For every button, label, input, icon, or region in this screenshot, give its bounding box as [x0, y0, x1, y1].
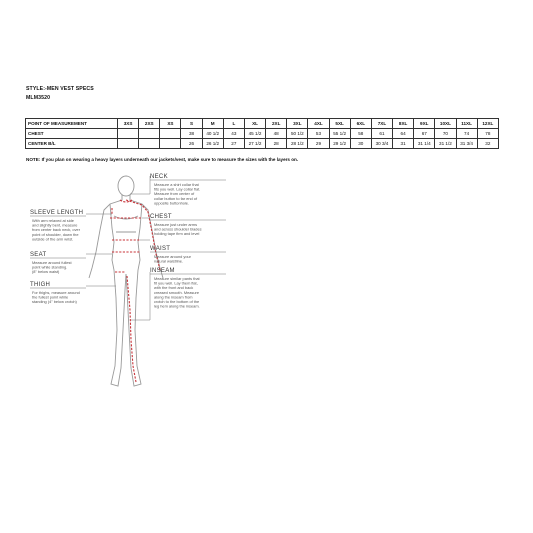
column-header-size: 9XL — [414, 119, 435, 129]
table-cell: 29 — [308, 139, 329, 149]
column-header-size: L — [223, 119, 244, 129]
sleeve-description-line: With arm relaxed at side — [32, 218, 74, 223]
waist-heading: WAIST — [150, 246, 171, 252]
table-cell: 26 1/2 — [202, 139, 223, 149]
leader-lines — [86, 176, 150, 320]
body-measurement-diagram — [26, 170, 296, 402]
neck-description-line: fits you well. Lay collar flat. — [154, 186, 201, 192]
seat-description-line: Measure around fullest — [32, 260, 72, 265]
table-row — [26, 139, 499, 149]
column-header-size: 7XL — [371, 119, 392, 129]
style-title: STYLE:-MEN VEST SPECS — [26, 86, 94, 92]
chest-description-line: Measure just under arms — [154, 222, 198, 227]
column-header-size: 6XL — [350, 119, 371, 129]
neck-description-line: opposite buttonhole. — [154, 200, 190, 206]
table-cell: 31 1/2 — [435, 139, 456, 149]
table-cell: 45 1/2 — [244, 129, 265, 139]
table-cell: 32 — [477, 139, 498, 149]
table-header-row — [26, 119, 499, 129]
table-cell: 50 1/2 — [287, 129, 308, 139]
table-cell: 40 1/2 — [202, 129, 223, 139]
seat-description-line: point while standing. — [32, 264, 68, 270]
neck-description — [154, 182, 200, 205]
table-cell: 78 — [477, 129, 498, 139]
table-cell: 67 — [414, 129, 435, 139]
column-header-size: 3XS — [118, 119, 139, 129]
table-cell — [160, 129, 181, 139]
sleeve-length-heading: SLEEVE LENGTH — [30, 210, 84, 216]
column-header-size: XL — [244, 119, 265, 129]
chest-heading: CHEST — [150, 214, 172, 220]
column-header-size: M — [202, 119, 223, 129]
neck-description-line: Measure a shirt collar that — [154, 182, 199, 187]
chest-description-line: and across shoulder blades — [154, 226, 202, 232]
column-header-size: 2XS — [139, 119, 160, 129]
table-cell — [139, 129, 160, 139]
column-header-size: 10XL — [435, 119, 456, 129]
inseam-heading: INSEAM — [150, 268, 175, 274]
inseam-description-line: leg hem along the inseam. — [154, 303, 200, 309]
table-cell — [160, 139, 181, 149]
table-cell: 29 1/2 — [329, 139, 350, 149]
inseam-description-line: creased smooth. Measure — [154, 289, 199, 295]
column-header-size: 4XL — [308, 119, 329, 129]
body-figure — [89, 176, 163, 386]
table-cell: 30 3/4 — [371, 139, 392, 149]
waist-description-line: natural waistline. — [154, 258, 183, 264]
table-cell: 74 — [456, 129, 477, 139]
measurement-guides — [110, 200, 160, 382]
table-cell — [118, 129, 139, 139]
table-cell: 70 — [435, 129, 456, 139]
inseam-description-line: with the front and back — [154, 285, 194, 291]
waist-description-line: Measure around your — [154, 254, 191, 259]
sleeve-length-description — [32, 218, 81, 241]
column-header-size: XS — [160, 119, 181, 129]
thigh-description-line: For thighs, measure around — [32, 290, 80, 295]
table-cell: 30 — [350, 139, 371, 149]
table-cell — [139, 139, 160, 149]
sleeve-description-line: point of shoulder, down the — [32, 231, 79, 237]
inseam-description-line: Measure similar pants that — [154, 276, 200, 281]
chest-description — [154, 222, 202, 236]
inseam-description-line: fit you well. Lay them flat, — [154, 280, 198, 286]
table-cell: 28 — [266, 139, 287, 149]
thigh-heading: THIGH — [30, 282, 51, 288]
column-header-size: 11XL — [456, 119, 477, 129]
table-cell: 61 — [371, 129, 392, 139]
inseam-description — [154, 276, 201, 309]
layering-note: NOTE: If you plan on wearing a heavy layers underneath our jackets/vest, make sure to measure the sizes with the layers on. — [26, 157, 299, 162]
table-cell: 31 1/4 — [414, 139, 435, 149]
inseam-description-line: crotch to the bottom of the — [154, 299, 200, 304]
table-cell: 28 1/2 — [287, 139, 308, 149]
thigh-description-line: the fullest point while — [32, 294, 69, 300]
table-cell — [118, 139, 139, 149]
thigh-description — [32, 290, 80, 304]
table-cell: 31 3/4 — [456, 139, 477, 149]
column-header-size: S — [181, 119, 202, 129]
neck-description-line: collar button to far end of — [154, 195, 198, 201]
table-cell: 53 — [308, 129, 329, 139]
sleeve-description-line: and slightly bent, measure — [32, 222, 78, 228]
chest-description-line: holding tape firm and level — [154, 231, 200, 237]
table-row — [26, 129, 499, 139]
table-cell: 27 1/2 — [244, 139, 265, 149]
waist-description — [154, 254, 192, 264]
size-spec-table — [25, 118, 499, 149]
column-header-size: 5XL — [329, 119, 350, 129]
seat-heading: SEAT — [30, 252, 47, 258]
table-cell: 55 1/2 — [329, 129, 350, 139]
column-header-size: 3XL — [287, 119, 308, 129]
table-cell: 27 — [223, 139, 244, 149]
row-label: CHEST — [26, 129, 118, 139]
table-cell: 64 — [393, 129, 414, 139]
inseam-description-line: along the inseam from — [154, 294, 193, 300]
table-cell: 26 — [181, 139, 202, 149]
sleeve-description-line: from center back neck, over — [32, 227, 81, 233]
thigh-description-line: standing (4" below crotch) — [32, 299, 77, 305]
neck-description-line: Measure from center of — [154, 191, 195, 197]
column-header-size: 8XL — [393, 119, 414, 129]
model-number: MLM3520 — [26, 95, 51, 101]
table-cell: 43 — [223, 129, 244, 139]
neck-heading: NECK — [150, 174, 168, 180]
column-header-size: 12XL — [477, 119, 498, 129]
column-header-size: 2XL — [266, 119, 287, 129]
table-cell: 58 — [350, 129, 371, 139]
table-cell: 31 — [393, 139, 414, 149]
table-cell: 38 — [181, 129, 202, 139]
sleeve-description-line: outside of the arm wrist. — [32, 236, 74, 242]
column-header-measurement: POINT OF MEASUREMENT — [26, 119, 118, 129]
table-cell: 48 — [266, 129, 287, 139]
seat-description-line: (8" below waist) — [32, 269, 60, 275]
seat-description — [32, 260, 72, 274]
row-label: CENTER B/L — [26, 139, 118, 149]
